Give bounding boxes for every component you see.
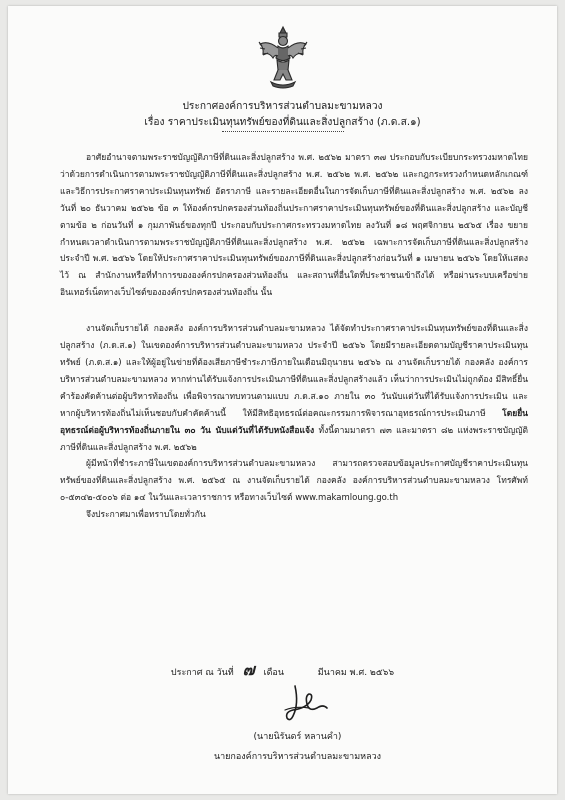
appeal-deadline-text: โดยยื่นอุทธรณ์ต่อผู้บริหารท้องถิ่นภายใน ๓๐ วัน นับแต่วันที่ได้รับหนังสือแจ้ง bbox=[60, 408, 528, 436]
date-prefix: ประกาศ ณ วันที่ bbox=[170, 668, 234, 678]
signer-position: นายกองค์การบริหารส่วนตำบลมะขามหลวง bbox=[213, 752, 382, 762]
date-month-year: มีนาคม พ.ศ. ๒๕๖๖ bbox=[317, 668, 395, 678]
announcement-title: ประกาศองค์การบริหารส่วนตำบลมะขามหลวง bbox=[182, 101, 383, 112]
paragraph-legal-basis: อาศัยอำนาจตามพระราชบัญญัติภาษีที่ดินและสิ่งปลูกสร้าง พ.ศ. ๒๕๖๒ มาตรา ๓๗ ประกอบกับระเบียบกระทรวงมหาดไทยว่าด้วยการดำเนินการตามพระราชบัญญัติภาษีที่ดินและสิ่งปลูกสร้าง พ.ศ. ๒๕๖๒ พ.ศ. ๒๕๖๒ และกฎกระทรวงกำหนดหลักเกณฑ์และวิธีการประกาศราคาประเมินทุนทรัพย์ อัตราภาษี และรายละเอียดอื่นในการจัดเก็บภาษีที่ดินและสิ่งปลูกสร้าง พ.ศ. ๒๕๖๒ ลงวันที่ ๒๐ ธันวาคม ๒๕๖๒ ข้อ ๓ ให้องค์กรปกครองส่วนท้องถิ่นประกาศราคาประเมินทุนทรัพย์ของที่ดินและสิ่งปลูกสร้าง และบัญชีตามข้อ ๒ ก่อนวันที่ ๑ กุมภาพันธ์ของทุกปี ประกอบกับประกาศกระทรวงมหาดไทย ลงวันที่ ๑๘ พฤศจิกายน ๒๕๖๕ เรื่อง ขยายกำหนดเวลาดำเนินการตามพระราชบัญญัติภาษีที่ดินและสิ่งปลูกสร้าง พ.ศ. ๒๕๖๒ เฉพาะการจัดเก็บภาษีที่ดินและสิ่งปลูกสร้าง ประจำปี พ.ศ. ๒๕๖๖ โดยให้ประกาศราคาประเมินทุนทรัพย์ของภาษีที่ดินและสิ่งปลูกสร้างก่อนวันที่ ๑ เมษายน ๒๕๖๖ โดยให้แสดงไว้ ณ สำนักงานหรือที่ทำการขององค์กรปกครองส่วนท้องถิ่น และสถานที่อื่นใดที่ประชาชนเข้าถึงได้ หรือผ่านระบบเครือข่ายอินเทอร์เน็ตทางเว็บไซต์ขององค์กรปกครองส่วนท้องถิ่น นั้น bbox=[60, 153, 528, 299]
garuda-emblem-icon bbox=[257, 24, 309, 90]
legal-reference-text: ทั้งนี้ตามมาตรา ๗๓ และมาตรา ๘๒ แห่งพระราชบัญญัติภาษีที่ดินและสิ่งปลูกสร้าง พ.ศ. ๒๕๖๒ bbox=[60, 425, 529, 453]
paragraph-assessment bbox=[60, 321, 528, 456]
date-day-handwritten: ๗ bbox=[242, 660, 255, 679]
paragraph-closing: จึงประกาศมาเพื่อทราบโดยทั่วกัน bbox=[86, 510, 206, 521]
announcement-subject: เรื่อง ราคาประเมินทุนทรัพย์ของที่ดินและสิ่งปลูกสร้าง (ภ.ด.ส.๑) bbox=[144, 117, 421, 128]
handwritten-signature bbox=[255, 680, 355, 724]
paragraph-contact: ผู้มีหน้าที่ชำระภาษีในเขตองค์การบริหารส่วนตำบลมะขามหลวง สามารถตรวจสอบข้อมูลประกาศบัญชีราคาประเมินทุนทรัพย์ของที่ดินและสิ่งปลูกสร้าง พ.ศ. ๒๕๖๕ ณ งานจัดเก็บรายได้ กองคลัง องค์การบริหารส่วนตำบลมะขามหลวง โทรศัพท์ ๐-๕๓๔๒-๕๐๐๖ ต่อ ๑๔ ในวันและเวลาราชการ หรือทางเว็บไซต์ www.makamloung.go.th bbox=[60, 459, 528, 504]
signer-name: (นายนิรันดร์ หลานคำ) bbox=[253, 732, 342, 742]
date-month-prefix: เดือน bbox=[263, 668, 284, 678]
assessment-text: งานจัดเก็บรายได้ กองคลัง องค์การบริหารส่วนตำบลมะขามหลวง ได้จัดทำประกาศราคาประเมินทุนทรัพย์ของที่ดินและสิ่งปลูกสร้าง (ภ.ด.ส.๑) ในเขตองค์การบริหารส่วนตำบลมะขามหลวง ประจำปี ๒๕๖๖ โดยมีรายละเอียดตามบัญชีราคาประเมินทุนทรัพย์ (ภ.ด.ส.๑) และให้ผู้อยู่ในข่ายที่ต้องเสียภาษีชำระภาษีภายในเดือนมิถุนายน ๒๕๖๖ ณ งานจัดเก็บรายได้ กองคลัง องค์การบริหารส่วนตำบลมะขามหลวง หากท่านได้รับแจ้งการประเมินภาษีที่ดินและสิ่งปลูกสร้างแล้ว เห็นว่าการประเมินไม่ถูกต้อง มีสิทธิ์ยื่นคำร้องคัดค้านต่อผู้บริหารท้องถิ่น เพื่อพิจารณาทบทวนตามแบบ ภ.ด.ส.๑๐ ภายใน ๓๐ วันนับแต่วันที่ได้รับแจ้งการประเมิน และหากผู้บริหารท้องถิ่นไม่เห็นชอบกับคำคัดค้านนี้ ให้มีสิทธิอุทธรณ์ต่อคณะกรรมการพิจารณาอุทธรณ์การประเมินภาษี bbox=[60, 324, 528, 419]
announcement-body bbox=[60, 150, 528, 524]
title-divider bbox=[222, 131, 344, 132]
